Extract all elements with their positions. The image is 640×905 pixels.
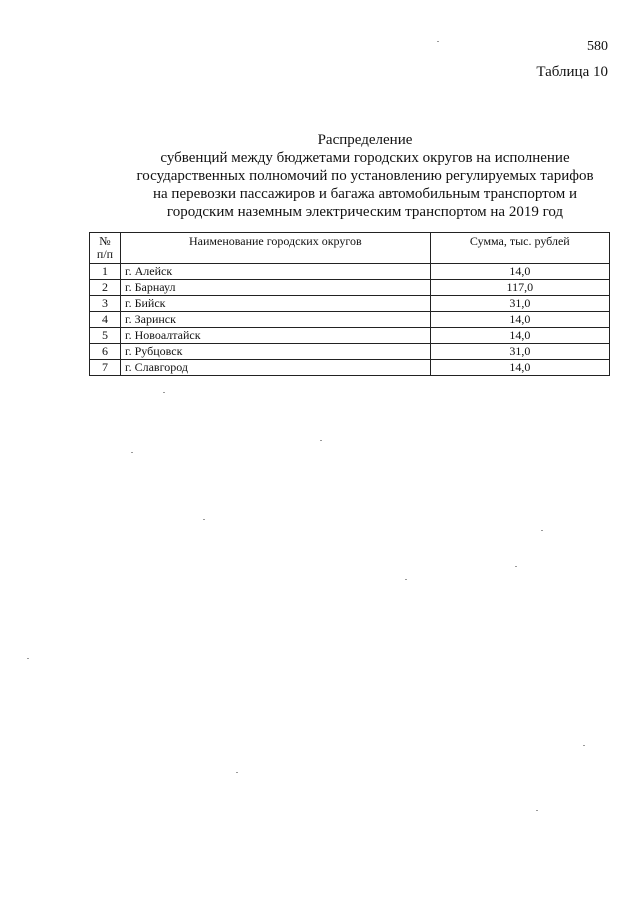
row-sum-cell: 14,0	[430, 328, 609, 344]
page-number: 580	[587, 39, 608, 54]
header-num	[90, 233, 121, 264]
title-line: на перевозки пассажиров и багажа автомобильным транспортом и	[153, 186, 577, 202]
row-name-cell: г. Рубцовск	[121, 344, 431, 360]
scan-speck	[541, 530, 543, 531]
scan-speck	[27, 658, 29, 659]
row-num-cell: 5	[90, 328, 121, 344]
table-row	[90, 360, 610, 376]
header-num-line2: п/п	[96, 247, 114, 261]
title-line: государственных полномочий по установлению регулируемых тарифов	[136, 168, 594, 184]
row-sum-cell: 14,0	[430, 360, 609, 376]
row-name-cell: г. Барнаул	[121, 280, 431, 296]
scan-speck	[515, 566, 517, 567]
header-sum: Сумма, тыс. рублей	[430, 233, 609, 264]
document-title	[100, 131, 630, 221]
scan-speck	[131, 452, 133, 453]
table-row	[90, 264, 610, 280]
header-num-line1: №	[99, 234, 111, 248]
table-row	[90, 312, 610, 328]
row-sum-cell: 14,0	[430, 312, 609, 328]
row-sum-cell: 31,0	[430, 344, 609, 360]
table-header-row	[90, 233, 610, 264]
row-num-cell: 4	[90, 312, 121, 328]
row-num-cell: 6	[90, 344, 121, 360]
header-name: Наименование городских округов	[121, 233, 431, 264]
row-name-cell: г. Заринск	[121, 312, 431, 328]
scan-speck	[536, 810, 538, 811]
table-row	[90, 328, 610, 344]
table-row	[90, 344, 610, 360]
table-row	[90, 280, 610, 296]
row-num-cell: 1	[90, 264, 121, 280]
scan-speck	[320, 440, 322, 441]
title-line: Распределение	[317, 132, 413, 148]
row-name-cell: г. Славгород	[121, 360, 431, 376]
row-num-cell: 7	[90, 360, 121, 376]
row-name-cell: г. Новоалтайск	[121, 328, 431, 344]
scan-speck	[437, 41, 439, 42]
row-sum-cell: 117,0	[430, 280, 609, 296]
table-row	[90, 296, 610, 312]
scan-speck	[163, 392, 165, 393]
table-label: Таблица 10	[536, 64, 608, 80]
row-sum-cell: 31,0	[430, 296, 609, 312]
scan-speck	[203, 519, 205, 520]
distribution-table	[89, 232, 610, 376]
title-line: городским наземным электрическим транспортом на 2019 год	[166, 204, 564, 220]
row-sum-cell: 14,0	[430, 264, 609, 280]
scan-speck	[405, 579, 407, 580]
row-num-cell: 2	[90, 280, 121, 296]
row-name-cell: г. Алейск	[121, 264, 431, 280]
row-name-cell: г. Бийск	[121, 296, 431, 312]
scan-speck	[583, 745, 585, 746]
scan-speck	[236, 772, 238, 773]
row-num-cell: 3	[90, 296, 121, 312]
title-line: субвенций между бюджетами городских округов на исполнение	[160, 150, 570, 166]
